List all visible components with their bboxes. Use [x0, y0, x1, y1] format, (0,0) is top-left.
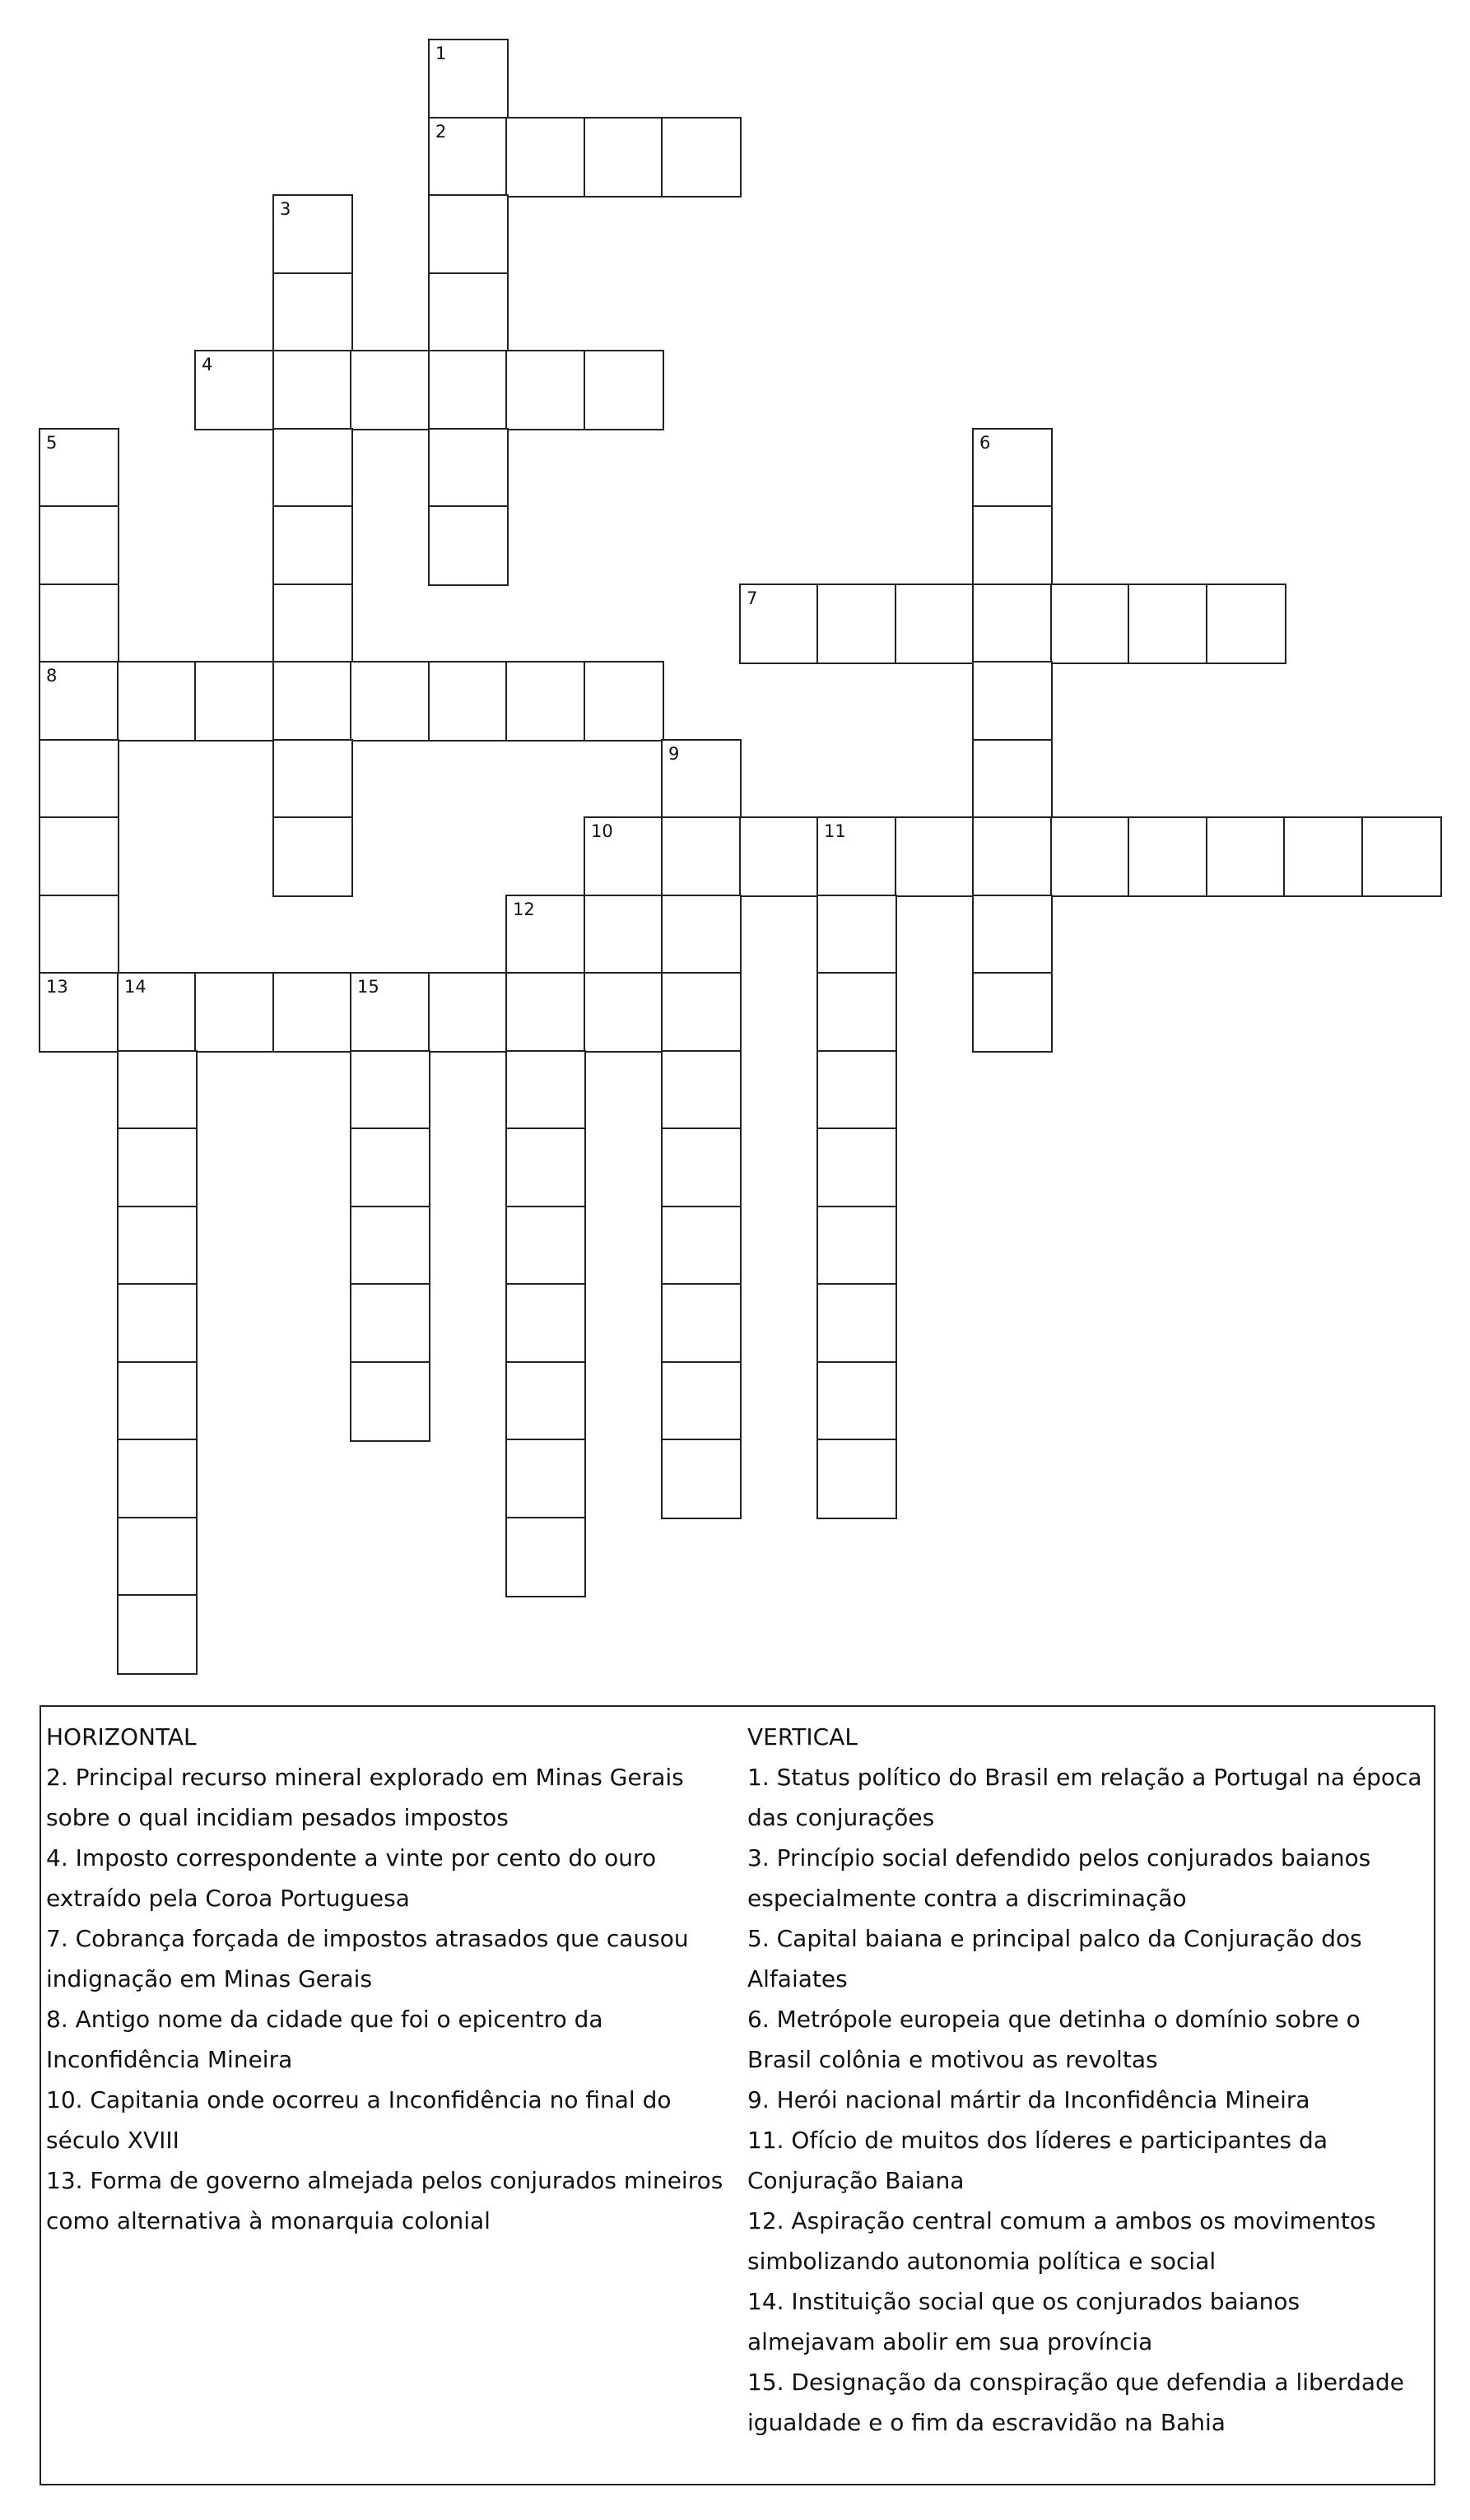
grid-cell[interactable]: [39, 739, 119, 820]
grid-cell[interactable]: [972, 739, 1053, 820]
clue-number: 6: [979, 433, 991, 453]
grid-cell[interactable]: [972, 428, 1053, 509]
grid-cell[interactable]: [816, 1050, 897, 1131]
grid-cell[interactable]: [428, 505, 509, 586]
grid-cell[interactable]: [816, 1127, 897, 1208]
grid-cell[interactable]: [350, 350, 430, 430]
grid-cell[interactable]: [505, 1206, 586, 1286]
grid-cell[interactable]: [1128, 584, 1208, 664]
grid-cell[interactable]: [272, 428, 353, 509]
clue-vertical-3: 3. Princípio social defendido pelos conjurados baianos especialmente contra a discriminação: [747, 1844, 1371, 1912]
grid-cell[interactable]: [661, 1439, 742, 1519]
grid-cell[interactable]: [584, 661, 664, 742]
grid-cell[interactable]: [895, 584, 975, 664]
grid-cell[interactable]: [895, 816, 975, 897]
clue-number: 8: [46, 666, 58, 686]
grid-cell[interactable]: [661, 1127, 742, 1208]
grid-cell[interactable]: [584, 972, 664, 1053]
grid-cell[interactable]: [39, 505, 119, 586]
grid-cell[interactable]: [972, 895, 1053, 975]
grid-cell[interactable]: [1050, 816, 1131, 897]
grid-cell[interactable]: [350, 661, 430, 742]
grid-cell[interactable]: [272, 350, 353, 430]
grid-cell[interactable]: [350, 972, 430, 1053]
clue-vertical-9: 9. Herói nacional mártir da Inconfidência Mineira: [747, 2086, 1310, 2113]
clue-number: 3: [280, 199, 291, 219]
clue-number: 13: [46, 977, 68, 997]
grid-cell[interactable]: [972, 584, 1053, 664]
grid-cell[interactable]: [272, 661, 353, 742]
grid-cell[interactable]: [505, 1050, 586, 1131]
vertical-title: VERTICAL: [747, 1723, 858, 1751]
clue-horizontal-13: 13. Forma de governo almejada pelos conjurados mineiros como alternativa à monarquia colonial: [46, 2167, 723, 2234]
grid-cell[interactable]: [117, 1517, 198, 1597]
clue-number: 10: [591, 821, 613, 841]
clue-number: 9: [668, 744, 680, 764]
grid-cell[interactable]: [428, 428, 509, 509]
grid-cell[interactable]: [816, 1206, 897, 1286]
grid-cell[interactable]: [584, 816, 664, 897]
grid-cell[interactable]: [505, 1361, 586, 1442]
clue-vertical-12: 12. Aspiração central comum a ambos os movimentos simbolizando autonomia política e social: [747, 2207, 1376, 2275]
grid-cell[interactable]: [350, 1127, 430, 1208]
grid-cell[interactable]: [1206, 816, 1286, 897]
grid-cell[interactable]: [117, 972, 198, 1053]
grid-cell[interactable]: [117, 1361, 198, 1442]
grid-cell[interactable]: [505, 117, 586, 198]
clue-number: 2: [435, 122, 447, 142]
grid-cell[interactable]: [194, 972, 275, 1053]
grid-cell[interactable]: [428, 661, 509, 742]
grid-cell[interactable]: [428, 350, 509, 430]
horizontal-clues: [46, 1717, 742, 2241]
grid-cell[interactable]: [428, 194, 509, 275]
grid-cell[interactable]: [39, 428, 119, 509]
grid-cell[interactable]: [39, 816, 119, 897]
grid-cell[interactable]: [816, 972, 897, 1053]
grid-cell[interactable]: [816, 584, 897, 664]
clue-vertical-5: 5. Capital baiana e principal palco da Conjuração dos Alfaiates: [747, 1925, 1362, 1992]
grid-cell[interactable]: [272, 505, 353, 586]
grid-cell[interactable]: [505, 661, 586, 742]
clue-vertical-11: 11. Ofício de muitos dos líderes e participantes da Conjuração Baiana: [747, 2127, 1328, 2194]
clue-number: 5: [46, 433, 58, 453]
clue-horizontal-8: 8. Antigo nome da cidade que foi o epicentro da Inconfidência Mineira: [46, 2006, 603, 2073]
grid-cell[interactable]: [816, 895, 897, 975]
grid-cell[interactable]: [661, 1361, 742, 1442]
grid-cell[interactable]: [428, 117, 509, 198]
grid-cell[interactable]: [350, 1206, 430, 1286]
grid-cell[interactable]: [1050, 584, 1131, 664]
grid-cell[interactable]: [350, 1283, 430, 1364]
grid-cell[interactable]: [117, 1594, 198, 1675]
vertical-clues: [747, 1717, 1430, 2443]
grid-cell[interactable]: [505, 972, 586, 1053]
grid-cell[interactable]: [1128, 816, 1208, 897]
grid-cell[interactable]: [39, 972, 119, 1053]
grid-cell[interactable]: [272, 272, 353, 353]
grid-cell[interactable]: [505, 1127, 586, 1208]
grid-cell[interactable]: [816, 1439, 897, 1519]
clue-vertical-15: 15. Designação da conspiração que defendia a liberdade igualdade e o fim da escravidão na Bahia: [747, 2369, 1404, 2436]
grid-cell[interactable]: [117, 1206, 198, 1286]
grid-cell[interactable]: [1283, 816, 1364, 897]
clue-horizontal-2: 2. Principal recurso mineral explorado em Minas Gerais sobre o qual incidiam pesados impostos: [46, 1764, 684, 1831]
grid-cell[interactable]: [661, 739, 742, 820]
grid-cell[interactable]: [428, 272, 509, 353]
grid-cell[interactable]: [117, 1127, 198, 1208]
grid-cell[interactable]: [1361, 816, 1442, 897]
grid-cell[interactable]: [739, 584, 820, 664]
grid-cell[interactable]: [661, 1206, 742, 1286]
grid-cell[interactable]: [272, 584, 353, 664]
grid-cell[interactable]: [584, 350, 664, 430]
clue-vertical-6: 6. Metrópole europeia que detinha o domínio sobre o Brasil colônia e motivou as revoltas: [747, 2006, 1361, 2073]
clue-horizontal-10: 10. Capitania onde ocorreu a Inconfidência no final do século XVIII: [46, 2086, 672, 2154]
grid-cell[interactable]: [117, 1439, 198, 1519]
grid-cell[interactable]: [661, 1283, 742, 1364]
grid-cell[interactable]: [972, 505, 1053, 586]
grid-cell[interactable]: [739, 816, 820, 897]
clue-vertical-14: 14. Instituição social que os conjurados baianos almejavam abolir em sua província: [747, 2288, 1300, 2355]
clues-panel: [40, 1705, 1435, 2485]
grid-cell[interactable]: [272, 739, 353, 820]
clue-number: 12: [513, 900, 535, 919]
grid-cell[interactable]: [428, 39, 509, 119]
grid-cell[interactable]: [816, 1361, 897, 1442]
clue-number: 4: [202, 355, 213, 374]
grid-cell[interactable]: [505, 1283, 586, 1364]
clue-horizontal-4: 4. Imposto correspondente a vinte por cento do ouro extraído pela Coroa Portuguesa: [46, 1844, 657, 1912]
grid-cell[interactable]: [350, 1050, 430, 1131]
grid-cell[interactable]: [39, 661, 119, 742]
clue-number: 7: [747, 588, 758, 608]
grid-cell[interactable]: [505, 1439, 586, 1519]
grid-cell[interactable]: [584, 895, 664, 975]
clue-number: 15: [357, 977, 379, 997]
clue-number: 14: [124, 977, 147, 997]
grid-cell[interactable]: [39, 895, 119, 975]
grid-cell[interactable]: [661, 1050, 742, 1131]
grid-cell[interactable]: [661, 117, 742, 198]
grid-cell[interactable]: [661, 816, 742, 897]
grid-cell[interactable]: [661, 972, 742, 1053]
grid-cell[interactable]: [816, 1283, 897, 1364]
grid-cell[interactable]: [117, 1050, 198, 1131]
horizontal-title: HORIZONTAL: [46, 1723, 197, 1751]
grid-cell[interactable]: [272, 194, 353, 275]
grid-cell[interactable]: [972, 661, 1053, 742]
grid-cell[interactable]: [117, 1283, 198, 1364]
grid-cell[interactable]: [972, 816, 1053, 897]
grid-cell[interactable]: [272, 816, 353, 897]
grid-cell[interactable]: [272, 972, 353, 1053]
clue-vertical-1: 1. Status político do Brasil em relação a Portugal na época das conjurações: [747, 1764, 1422, 1831]
grid-cell[interactable]: [428, 972, 509, 1053]
grid-cell[interactable]: [972, 972, 1053, 1053]
grid-cell[interactable]: [505, 350, 586, 430]
clue-number: 11: [824, 821, 846, 841]
grid-cell[interactable]: [661, 895, 742, 975]
grid-cell[interactable]: [1206, 584, 1286, 664]
grid-cell[interactable]: [505, 895, 586, 975]
grid-cell[interactable]: [505, 1517, 586, 1597]
grid-cell[interactable]: [194, 661, 275, 742]
grid-cell[interactable]: [584, 117, 664, 198]
clue-number: 1: [435, 44, 447, 63]
grid-cell[interactable]: [194, 350, 275, 430]
clue-horizontal-7: 7. Cobrança forçada de impostos atrasados que causou indignação em Minas Gerais: [46, 1925, 689, 1992]
grid-cell[interactable]: [39, 584, 119, 664]
grid-cell[interactable]: [350, 1361, 430, 1442]
grid-cell[interactable]: [117, 661, 198, 742]
grid-cell[interactable]: [816, 816, 897, 897]
